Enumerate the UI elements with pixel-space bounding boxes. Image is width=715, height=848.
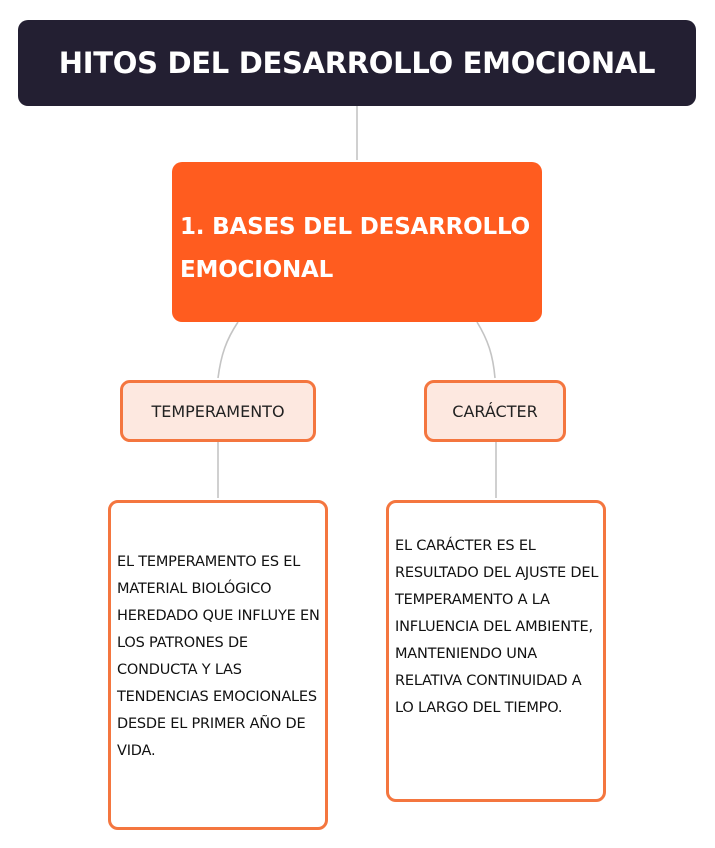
connector-bases-to-caracter (477, 322, 495, 378)
temperamento-description-text: EL TEMPERAMENTO ES EL MATERIAL BIOLÓGICO HEREDADO QUE INFLUYE EN LOS PATRONES DE CONDUCTA Y LAS TENDENCIAS EMOCIONALES DESDE EL PRIMER AÑO DE VIDA. (117, 554, 320, 759)
title-text: HITOS DEL DESARROLLO EMOCIONAL (58, 46, 656, 80)
section-text: 1. BASES DEL DESARROLLO EMOCIONAL (180, 214, 530, 283)
caracter-node[interactable] (424, 380, 566, 442)
title-node[interactable] (18, 20, 696, 106)
caracter-description-node[interactable] (386, 500, 606, 802)
caracter-description-text: EL CARÁCTER ES EL RESULTADO DEL AJUSTE DEL TEMPERAMENTO A LA INFLUENCIA DEL AMBIENTE, MANTENIENDO UNA RELATIVA CONTINUIDAD A LO LARGO DEL TIEMPO. (395, 538, 599, 716)
caracter-label: CARÁCTER (452, 401, 538, 421)
temperamento-label: TEMPERAMENTO (151, 401, 285, 421)
temperamento-description-node[interactable] (108, 500, 328, 830)
section-node-bases[interactable] (172, 162, 542, 322)
connector-bases-to-temperamento (218, 322, 238, 378)
temperamento-node[interactable] (120, 380, 316, 442)
